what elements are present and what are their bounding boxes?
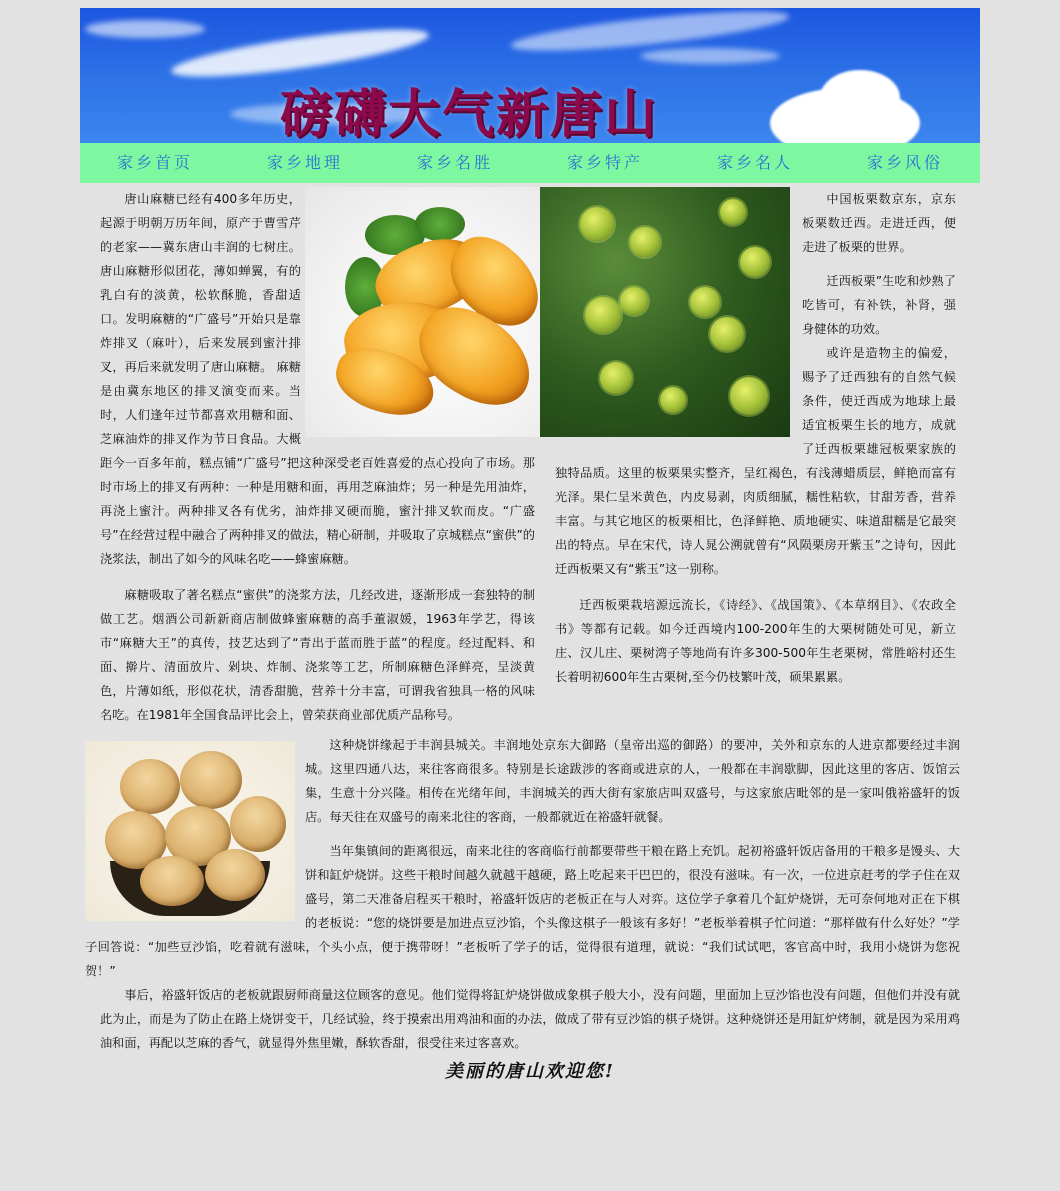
chestnut-paragraph-1: 中国板栗数京东，京东板栗数迁西。走进迁西，便走进了板栗的世界。: [802, 192, 956, 254]
shaobing-bun: [140, 856, 204, 906]
nav-item-celebrities[interactable]: 家乡名人: [716, 153, 793, 172]
chestnut-section: [535, 183, 980, 727]
shaobing-section: [80, 727, 980, 1055]
mahua-image: [305, 187, 555, 437]
garnish-leaf: [415, 207, 465, 241]
chestnut-paragraph-3: 或许是造物主的偏爱，赐予了迁西独有的自然气候条件，使迁西成为地球上最适宜板栗生长的地方，成就了迁西板栗雄冠板栗家族的独特品质。这里的板栗果实整齐，呈红褐色，有浅薄蜡质层，鲜艳而富有光泽。果仁呈米黄色，内皮易剥，肉质细腻，糯性粘软，甘甜芳香，营养丰富。与其它地区的板栗相比，色泽鲜艳、质地硬实、味道甜糯是它最突出的特点。早在宋代，诗人晁公溯就曾有“风陨栗房开紫玉”之诗句，因此迁西板栗又有“紫玉”这一别称。: [555, 346, 956, 576]
shaobing-bun: [205, 849, 265, 901]
chestnut-burr: [600, 362, 632, 394]
nav-item-geography[interactable]: 家乡地理: [266, 153, 343, 172]
nav-item-specialties[interactable]: 家乡特产: [566, 153, 643, 172]
cloud-decoration: [640, 48, 780, 64]
chestnut-burr: [660, 387, 686, 413]
specialty-row: [80, 183, 980, 727]
shaobing-paragraph-1: 这种烧饼缘起于丰润县城关。丰润地处京东大御路（皇帝出巡的御路）的要冲，关外和京东的人进京都要经过丰润城。这里四通八达，来往客商很多。特别是长途跋涉的客商或进京的人，一般都在丰润歇脚，因此这里的客店、饭馆云集，生意十分兴隆。相传在光绪年间，丰润城关的西大街有家旅店叫双盛号，与这家旅店毗邻的是一家叫俄裕盛轩的饭店。每天往在双盛号的南来北往的客商，一般都就近在裕盛轩就餐。: [305, 738, 960, 824]
chestnut-burr: [690, 287, 720, 317]
mahua-section: [80, 183, 535, 727]
main-content: [80, 183, 980, 1083]
shaobing-paragraph-2: 当年集镇间的距离很远，南来北往的客商临行前都要带些干粮在路上充饥。起初裕盛轩饭店备用的干粮多是馒头、大饼和缸炉烧饼。这些干粮时间越久就越干越硬，路上吃起来干巴巴的，很没有滋味。有一次，一位进京赶考的学子住在双盛号，第二天准备启程买干粮时，裕盛轩饭店的老板正在与人对弈。这位学子拿着几个缸炉烧饼，无可奈何地对正在下棋的老板说：“您的烧饼要是加进点豆沙馅，个头像这棋子一般该有多好！”老板举着棋子忙问道：“那样做有什么好处？”学子回答说：“加些豆沙馅，吃着就有滋味，个头小点，便于携带呀！”老板听了学子的话，觉得很有道理，就说：“我们试试吧，客官高中时，我用小烧饼为您祝贺！”: [85, 844, 960, 978]
site-title: 磅礴大气新唐山: [280, 84, 659, 143]
shaobing-image: [85, 741, 295, 921]
chestnut-burr: [585, 297, 621, 333]
shaobing-bun: [180, 751, 242, 809]
chestnut-burr: [620, 287, 648, 315]
chestnut-burr: [720, 199, 746, 225]
chestnut-paragraph-4: 迁西板栗栽培源远流长，《诗经》、《战国策》、《本草纲目》、《农政全书》等都有记载。如今迁西境内100-200年生的大栗树随处可见，新立庄、汉儿庄、栗树湾子等地尚有许多300-500年生老栗树，常胜峪村还生长着明初600年生古栗树,至今仍枝繁叶茂，硕果累累。: [555, 598, 956, 684]
nav-item-scenic[interactable]: 家乡名胜: [416, 153, 493, 172]
header-banner: [80, 8, 980, 143]
cloud-decoration: [820, 70, 900, 125]
chestnut-image: [540, 187, 790, 437]
chestnut-burr: [730, 377, 768, 415]
mahua-paragraph-2: 麻糖吸取了著名糕点“蜜供”的浇浆方法，几经改进，逐渐形成一套独特的制做工艺。烟酒公司新新商店制做蜂蜜麻糖的高手董淑媛，1963年学艺，得该市“麻糖大王”的真传，技艺达到了“青出于蓝而胜于蓝”的程度。经过配料、和面、擀片、清面放片、剁块、炸制、浇浆等工艺，所制麻糖色泽鲜亮，呈淡黄色，片薄如纸，形似花状，清香甜脆，营养十分丰富，可谓我省独具一格的风味名吃。在1981年全国食品评比会上，曾荣获商业部优质产品称号。: [100, 588, 535, 722]
page-wrapper: [80, 8, 980, 1083]
chestnut-burr: [710, 317, 744, 351]
nav-item-customs[interactable]: 家乡风俗: [866, 153, 943, 172]
welcome-footer: 美丽的唐山欢迎您!: [445, 1061, 615, 1082]
mahua-paragraph-1: 唐山麻糖已经有400多年历史，起源于明朝万历年间，原产于曹雪芹的老家——冀东唐山丰润的七树庄。 唐山麻糖形似团花，薄如蝉翼，有的乳白有的淡黄，松软酥脆，香甜适口。发明麻糖的“广盛号”开始只是靠炸排叉（麻叶），后来发展到蜜汁排叉，再后来就发明了唐山麻糖。 麻糖是由冀东地区的排叉演变而来。当时，人们逢年过节都喜欢用糖和面、芝麻油炸的排叉作为节日食品。大概距今一百多年前，糕点铺“广盛号”把这种深受老百姓喜爱的点心投向了市场。那时市场上的排叉有两种：一种是用糖和面，再用芝麻油炸；另一种是先用油炸，再浇上蜜汁。两种排叉各有优劣，油炸排叉硬而脆，蜜汁排叉软而皮。“广盛号”在经营过程中融合了两种排叉的做法，精心研制，并吸取了京城糕点“蜜供”的浇浆法，制出了如今的风味名吃——蜂蜜麻糖。: [100, 192, 535, 566]
nav-item-home[interactable]: 家乡首页: [116, 153, 193, 172]
chestnut-burr: [580, 207, 614, 241]
cloud-decoration: [85, 20, 205, 38]
chestnut-burr: [740, 247, 770, 277]
chestnut-paragraph-2: 迁西板栗”生吃和炒熟了吃皆可，有补铁，补肾，强身健体的功效。: [802, 274, 956, 336]
shaobing-bun: [230, 796, 286, 852]
chestnut-burr: [630, 227, 660, 257]
shaobing-bun: [120, 759, 180, 814]
main-nav: [80, 143, 980, 183]
shaobing-paragraph-3: 事后，裕盛轩饭店的老板就跟厨师商量这位顾客的意见。他们觉得将缸炉烧饼做成象棋子般大小，没有问题，里面加上豆沙馅也没有问题，但他们并没有就此为止，而是为了防止在路上烧饼变干，几经试验，终于摸索出用鸡油和面的办法，做成了带有豆沙馅的棋子烧饼。这种烧饼还是用缸炉烤制，就是因为采用鸡油和面，再配以芝麻的香气，就显得外焦里嫩，酥软香甜，很受往来过客喜欢。: [100, 988, 960, 1050]
